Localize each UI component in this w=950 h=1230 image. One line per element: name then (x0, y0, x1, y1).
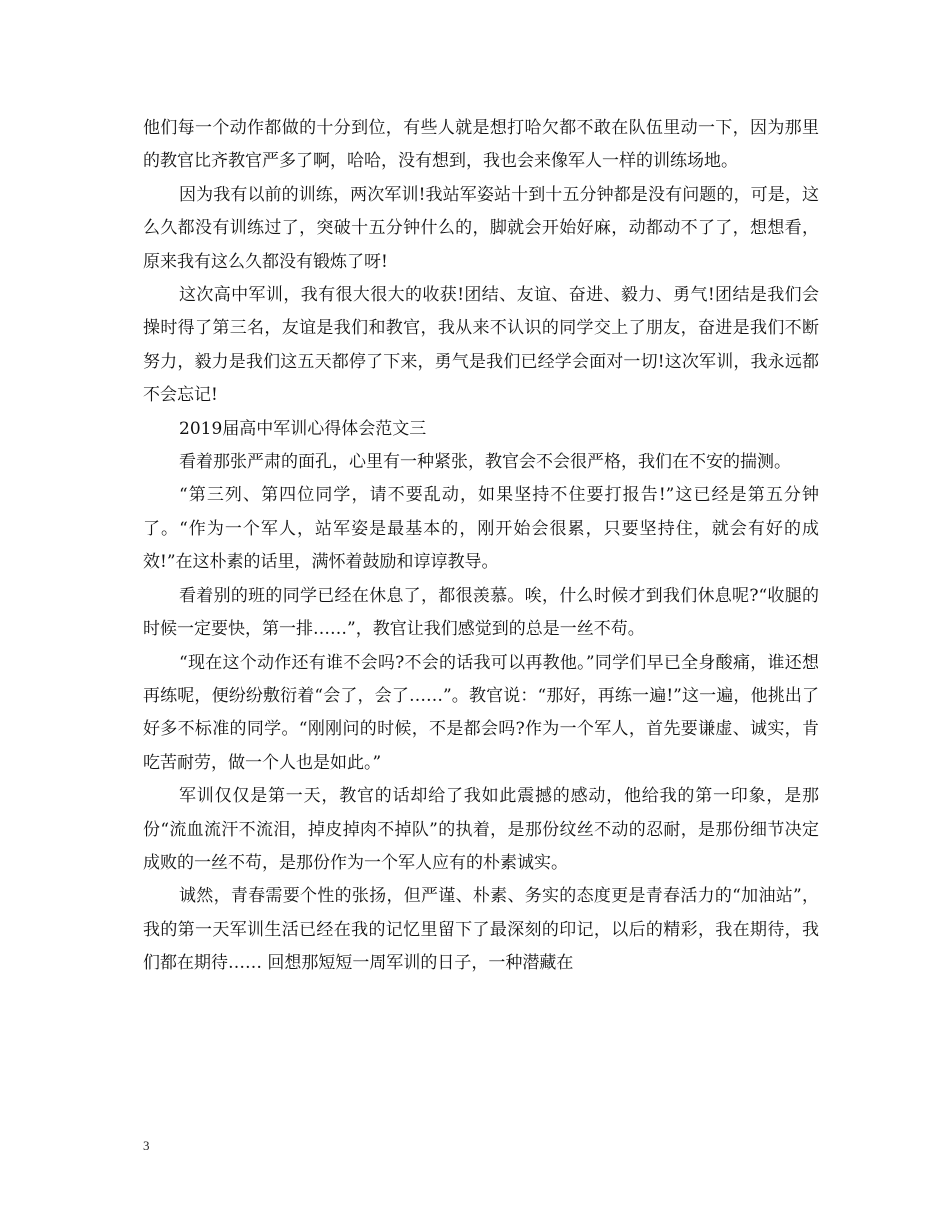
page-number: 3 (143, 1138, 150, 1153)
paragraph-3: 这次高中军训，我有很大很大的收获!团结、友谊、奋进、毅力、勇气!团结是我们会操时得了第三名，友谊是我们和教官，我从来不认识的同学交上了朋友，奋进是我们不断努力，毅力是我们这五天都停了下来，勇气是我们已经学会面对一切!这次军训，我永远都不会忘记! (143, 285, 819, 406)
paragraph-1: 他们每一个动作都做的十分到位，有些人就是想打哈欠都不敢在队伍里动一下，因为那里的教官比齐教官严多了啊，哈哈，没有想到，我也会来像军人一样的训练场地。 (143, 118, 819, 172)
section-heading: 2019届高中军训心得体会范文三 (179, 418, 427, 439)
paragraph-9: 军训仅仅是第一天，教官的话却给了我如此震撼的感动，他给我的第一印象，是那份“流血流汗不流泪，掉皮掉肉不掉队”的执着，是那份纹丝不动的忍耐，是那份细节决定成败的一丝不苟，是那份作为一个军人应有的朴素诚实。 (143, 786, 819, 873)
body-text (143, 112, 819, 981)
paragraph-2: 因为我有以前的训练，两次军训!我站军姿站十到十五分钟都是没有问题的，可是，这么久都没有训练过了，突破十五分钟什么的，脚就会开始好麻，动都动不了了，想想看，原来我有这么久都没有锻炼了呀! (143, 184, 819, 272)
paragraph-6: “第三列、第四位同学，请不要乱动，如果坚持不住要打报告!”这已经是第五分钟了。“作为一个军人，站军姿是最基本的，刚开始会很累，只要坚持住，就会有好的成效!”在这朴素的话里，满怀着鼓励和谆谆教导。 (143, 485, 819, 573)
paragraph-8: “现在这个动作还有谁不会吗?不会的话我可以再教他。”同学们早已全身酸痛，谁还想再练呢，便纷纷敷衍着“会了，会了……”。教官说：“那好，再练一遍!”这一遍，他挑出了好多不标准的同学。“刚刚问的时候，不是都会吗?作为一个军人，首先要谦虚、诚实，肯吃苦耐劳，做一个人也是如此。” (143, 652, 819, 773)
paragraph-5: 看着那张严肃的面孔，心里有一种紧张，教官会不会很严格，我们在不安的揣测。 (179, 452, 791, 473)
paragraph-7: 看着别的班的同学已经在休息了，都很羡慕。唉，什么时候才到我们休息呢?“收腿的时候一定要快，第一排……”，教官让我们感觉到的总是一丝不苟。 (143, 585, 819, 640)
paragraph-10: 诚然，青春需要个性的张扬，但严谨、朴素、务实的态度更是青春活力的“加油站”，我的第一天军训生活已经在我的记忆里留下了最深刻的印记，以后的精彩，我在期待，我们都在期待…… 回想那短短一周军训的日子，一种潜藏在 (143, 886, 819, 974)
